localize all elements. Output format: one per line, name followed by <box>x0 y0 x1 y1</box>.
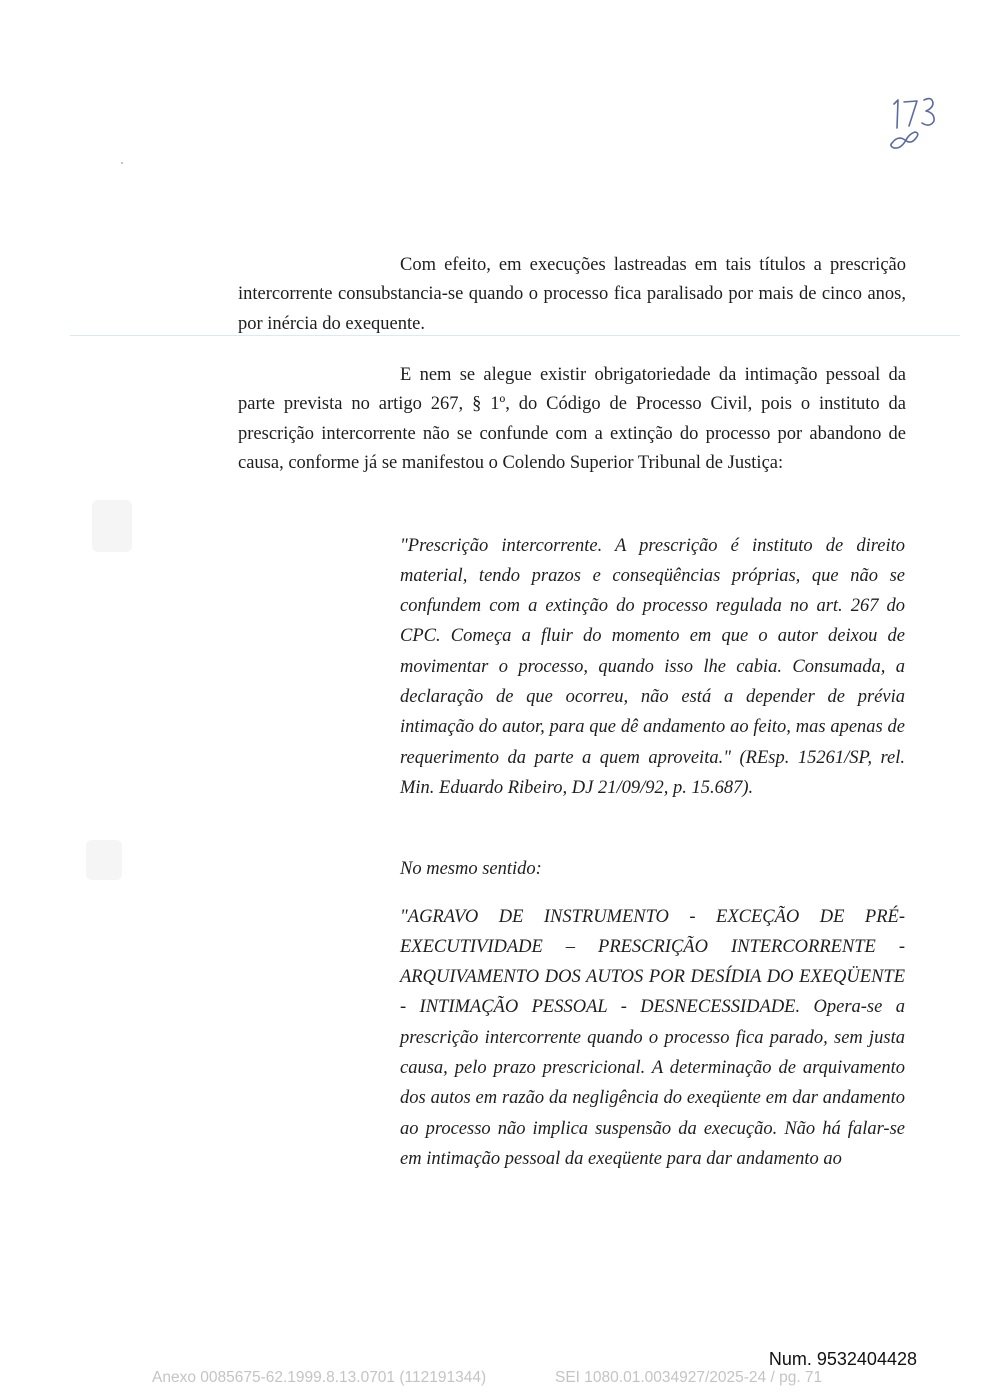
scan-smudge <box>86 840 122 880</box>
footer-sei-reference: SEI 1080.01.0034927/2025-24 / pg. 71 <box>555 1369 823 1386</box>
citation-quote-1: "Prescrição intercorrente. A prescrição é instituto de direito material, tendo prazos e conseqüências próprias, que não se confundem com a extinção do processo regulada no art. 267 do CPC. Começa a fluir do momento em que o autor deixou de movimentar o processo, quando isso lhe cabia. Consumada, a declaração de que ocorreu, não está a depender de prévia intimação do autor, para que dê andamento ao feito, mas apenas de requerimento da parte a quem aproveita." (REsp. 15261/SP, rel. Min. Eduardo Ribeiro, DJ 21/09/92, p. 15.687). <box>400 535 905 798</box>
footer-annex: Anexo 0085675-62.1999.8.13.0701 (112191344) <box>152 1369 487 1386</box>
citation-quote-2: "AGRAVO DE INSTRUMENTO - EXCEÇÃO DE PRÉ-EXECUTIVIDADE – PRESCRIÇÃO INTERCORRENTE - ARQUIVAMENTO DOS AUTOS POR DESÍDIA DO EXEQÜENTE - INTIMAÇÃO PESSOAL - DESNECESSIDADE. Opera-se a prescrição intercorrente quando o processo fica parado, sem justa causa, pelo prazo prescricional. A determinação de arquivamento dos autos em razão da negligência do exeqüente em dar andamento ao processo não implica suspensão da execução. Não há falar-se em intimação pessoal da exeqüente para dar andamento ao <box>400 906 905 1169</box>
handwritten-folio-icon <box>884 92 954 162</box>
margin-dot <box>121 162 123 164</box>
transition-text: No mesmo sentido: <box>400 858 542 879</box>
body-paragraph-1: Com efeito, em execuções lastreadas em tais títulos a prescrição intercorrente consubstancia-se quando o processo fica paralisado por mais de cinco anos, por inércia do exequente. <box>238 254 906 334</box>
handwritten-folio-mark <box>884 92 954 162</box>
body-paragraph-2: E nem se alegue existir obrigatoriedade da intimação pessoal da parte prevista no artigo 267, § 1º, do Código de Processo Civil, pois o instituto da prescrição intercorrente não se confunde com a extinção do processo por abandono de causa, conforme já se manifestou o Colendo Superior Tribunal de Justiça: <box>238 364 906 474</box>
scan-smudge <box>92 500 132 552</box>
document-number-stamp: Num. 9532404428 <box>768 1349 917 1369</box>
